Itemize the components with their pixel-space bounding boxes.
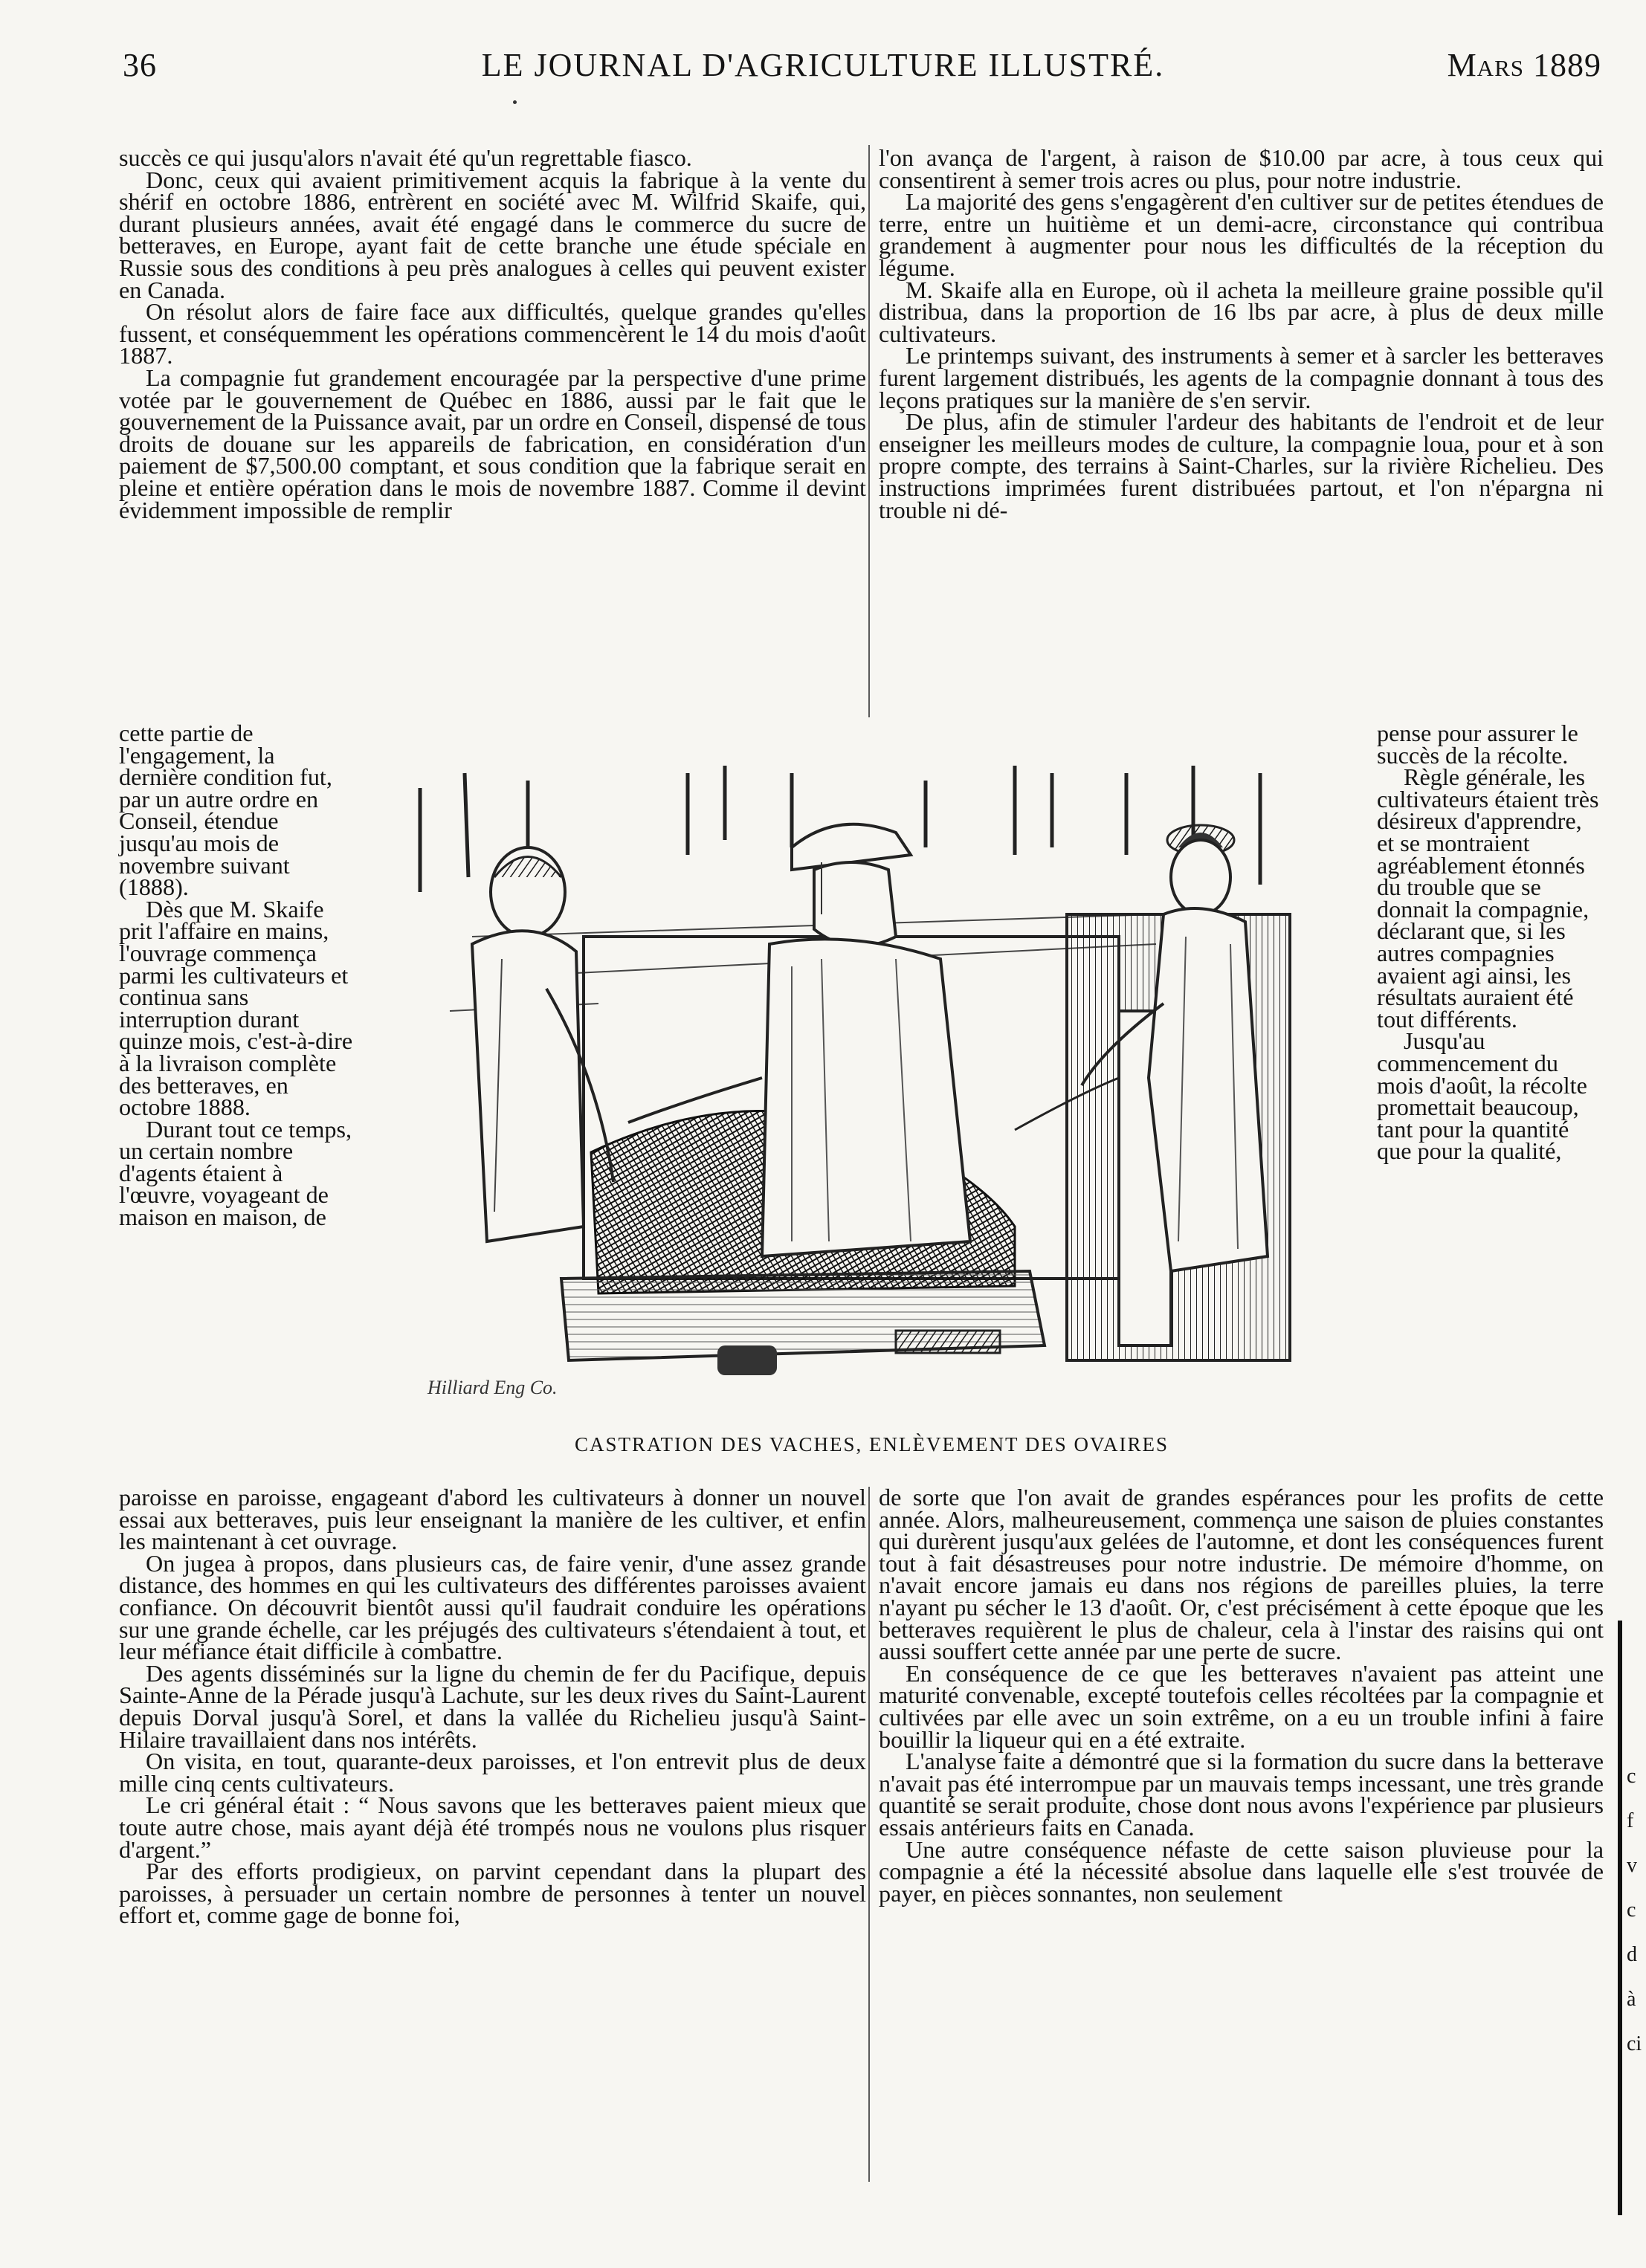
edge-letter: v — [1627, 1854, 1637, 1877]
paragraph: succès ce qui jusqu'alors n'avait été qu'un regrettable fiasco. — [119, 144, 692, 171]
column-right-bottom — [879, 1484, 1604, 1907]
paragraph: M. Skaife alla en Europe, où il acheta la meilleure graine possible qu'il distribua, dans la proportion de 16 lbs par acre, à plus de deux mille cultivateurs. — [879, 276, 1604, 347]
edge-letter: c — [1627, 1899, 1636, 1922]
engraver-signature: Hilliard Eng Co. — [427, 1377, 558, 1398]
paragraph: pense pour assurer le succès de la récolte. — [1377, 720, 1578, 769]
paragraph: Règle générale, les cultivateurs étaient très désireux d'apprendre, et se montraient agréablement étonnés du trouble que se donnait la compagnie, déclarant que, si les autres compagnies avaient agi ainsi, les résultats auraient été tout différents. — [1377, 763, 1599, 1033]
paragraph: L'analyse faite a démontré que si la formation du sucre dans la betterave n'avait pas été interrompue par un mauvais temps incessant, une très grande quantité se serait produite, chose dont nous avons l'expérience par plusieurs essais antérieurs faits en Canada. — [879, 1748, 1604, 1841]
paragraph: Le cri général était : “ Nous savons que les betteraves paient mieux que toute autre chose, mais ayant déjà été trompés nous ne voulons plus risquer d'argent.” — [119, 1792, 866, 1863]
column-left-wrap — [119, 720, 357, 1231]
column-right-top — [879, 144, 1604, 523]
paragraph: Des agents disséminés sur la ligne du chemin de fer du Pacifique, depuis Sainte-Anne de la Pérade jusqu'à Lachute, sur les deux rives du Saint-Laurent depuis Dorval jusqu'à Sorel, et dans la vallée du Richelieu jusqu'à Saint-Hilaire travaillaient dans nos intérêts. — [119, 1659, 866, 1753]
column-left-bottom — [119, 1484, 866, 1929]
paragraph: Le printemps suivant, des instruments à semer et à sarcler les betteraves furent largement distribués, les agents de la compagnie donnant à tous des leçons pratiques sur la manière de s'en servir. — [879, 342, 1604, 413]
column-rule-top — [868, 145, 870, 717]
issue-date: Mars 1889 — [1447, 47, 1601, 83]
paragraph: La majorité des gens s'engagèrent d'en cultiver sur de petites étendues de terre, entre un huitième et un demi-acre, circonstance qui contribua grandement à augmenter pour nous les difficultés de la réception du légume. — [879, 188, 1604, 281]
column-right-wrap — [1377, 720, 1604, 1165]
illustration-caption: CASTRATION DES VACHES, ENLÈVEMENT DES OVAIRES — [574, 1433, 1169, 1456]
engraving-illustration — [375, 766, 1368, 1405]
paragraph: Durant tout ce temps, un certain nombre d'agents étaient à l'œuvre, voyageant de maison en maison, de — [119, 1115, 352, 1231]
edge-letter: d — [1627, 1943, 1637, 1966]
paragraph: l'on avança de l'argent, à raison de $10.00 par acre, à tous ceux qui consentirent à semer trois acres ou plus, pour notre industrie. — [879, 144, 1604, 193]
print-speck — [513, 100, 517, 104]
paragraph: Dès que M. Skaife prit l'affaire en mains, l'ouvrage commença parmi les cultivateurs et continua sans interruption durant quinze mois, c'est-à-dire à la livraison complète des betteraves, en octobre 1888. — [119, 895, 353, 1121]
edge-letter: à — [1627, 1988, 1636, 2011]
paragraph: On jugea à propos, dans plusieurs cas, de faire venir, d'une assez grande distance, des hommes en qui les cultivateurs des différentes paroisses avaient confiance. On découvrit bientôt aussi qu'il faudrait conduire les opérations sur une grande échelle, car les préjugés des cultivateurs s'étendaient à tout, et leur méfiance était difficile à combattre. — [119, 1549, 866, 1665]
edge-letter: f — [1627, 1809, 1634, 1832]
paragraph: De plus, afin de stimuler l'ardeur des habitants de l'endroit et de leur enseigner les meilleurs modes de culture, la compagnie loua, pour et à son propre compte, des terrains à Saint-Charles, sur la rivière Richelieu. Des instructions imprimées furent distribuées partout, et l'on n'épargna ni trouble ni dé- — [879, 408, 1604, 523]
paragraph: On visita, en tout, quarante-deux paroisses, et l'on entrevit plus de deux mille cinq cents cultivateurs. — [119, 1748, 866, 1797]
paragraph: En conséquence de ce que les betteraves n'avaient pas atteint une maturité convenable, excepté toutefois celles récoltées par la compagnie et cultivées par elle avec un soin extrême, on a eu un trouble infini à faire bouillir la liqueur qui en a été extraite. — [879, 1659, 1604, 1753]
paragraph: La compagnie fut grandement encouragée par la perspective d'une prime votée par le gouvernement de Québec en 1886, aussi par le fait que le gouvernement de la Puissance avait, par un ordre en Conseil, dispensé de tous droits de douane sur les appareils de fabrication, en considération d'un paiement de $7,500.00 comptant, et sous condition que la fabrique serait en pleine et entière opération dans le mois de novembre 1887. Comme il devint évidemment impossible de remplir — [119, 364, 866, 523]
paragraph: Jusqu'au commencement du mois d'août, la récolte promettait beaucoup, tant pour la quantité que pour la qualité, — [1377, 1027, 1587, 1165]
paragraph: On résolut alors de faire face aux difficultés, quelque grandes qu'elles fussent, et conséquemment les opérations commencèrent le 14 du mois d'août 1887. — [119, 298, 866, 369]
paragraph: de sorte que l'on avait de grandes espérances pour les profits de cette année. Alors, malheureusement, commença une saison de pluies constantes qui durèrent jusqu'aux gelées de l'automne, et dont les conséquences furent tout à fait désastreuses pour notre industrie. De mémoire d'homme, on n'avait encore jamais eu dans nos régions de pareilles pluies, la terre n'ayant pu sécher le 13 d'août. Or, c'est précisément à cette époque que les betteraves requièrent le plus de chaleur, cela à l'instar des raisins qui ont aussi souffert cette année par une perte de sucre. — [879, 1484, 1604, 1665]
column-rule-bottom — [868, 1487, 870, 2182]
paragraph: paroisse en paroisse, engageant d'abord les cultivateurs à donner un nouvel essai aux betteraves, puis leur enseignant la manière de les cultiver, et enfin les maintenant à cet ouvrage. — [119, 1484, 866, 1555]
page-number: 36 — [123, 47, 157, 83]
edge-letter: c — [1627, 1765, 1636, 1788]
column-left-top — [119, 144, 866, 523]
paragraph: Donc, ceux qui avaient primitivement acquis la fabrique à la vente du shérif en octobre 1886, entrèrent en société avec M. Wilfrid Skaife, qui, durant plusieurs années, avait été engagé dans le commerce du sucre de betteraves, en Europe, ayant fait de cette branche une étude spéciale en Russie sous des conditions à peu près analogues à celles qui peuvent exister en Canada. — [119, 166, 866, 303]
journal-title: LE JOURNAL D'AGRICULTURE ILLUSTRÉ. — [481, 47, 1165, 83]
paragraph: Par des efforts prodigieux, on parvint cependant dans la plupart des paroisses, à persuader un certain nombre de personnes à tenter un nouvel effort et, comme gage de bonne foi, — [119, 1858, 866, 1929]
edge-letter: ci — [1627, 2032, 1642, 2055]
paragraph: cette partie de l'engagement, la dernière condition fut, par un autre ordre en Conseil, étendue jusqu'au mois de novembre suivant (1888). — [119, 720, 332, 901]
paragraph: Une autre conséquence néfaste de cette saison pluvieuse pour la compagnie a été la nécessité absolue dans laquelle elle s'est trouvée de payer, en pièces sonnantes, non seulement — [879, 1835, 1604, 1907]
cropped-edge-letters — [1627, 1754, 1642, 2067]
binding-edge-mark — [1618, 1621, 1622, 2215]
